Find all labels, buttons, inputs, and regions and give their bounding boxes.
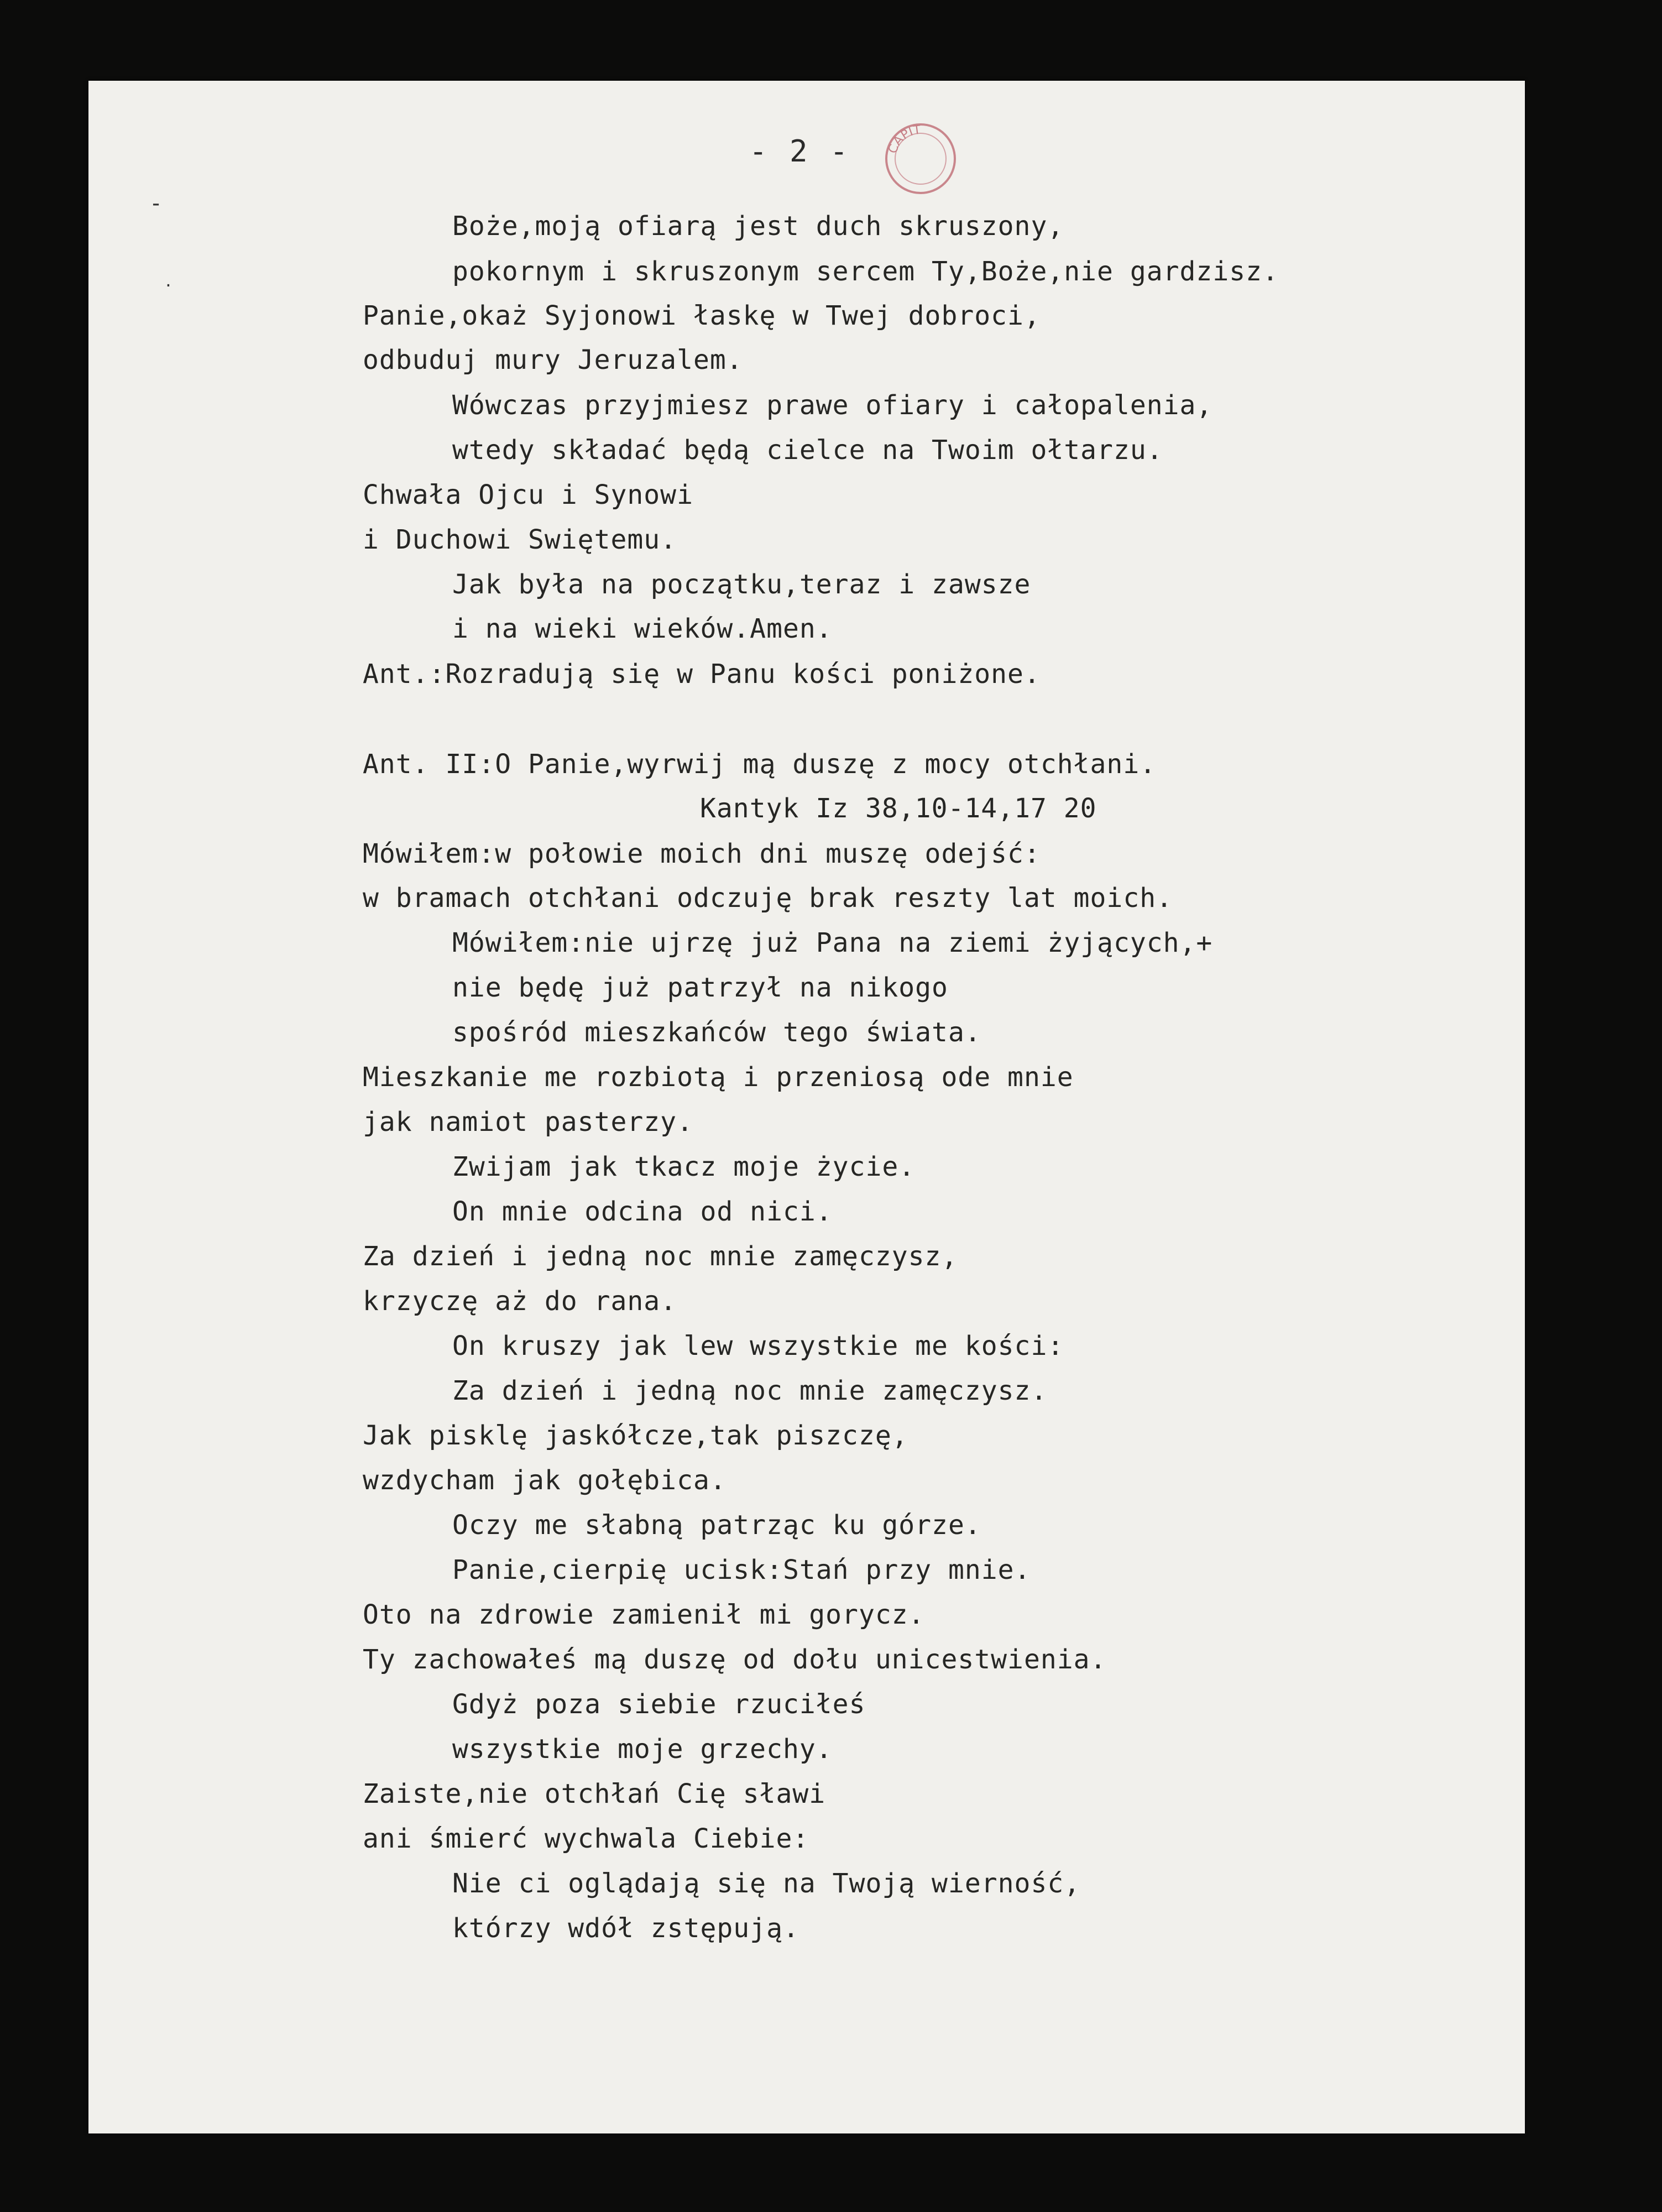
text-line: On kruszy jak lew wszystkie me kości: xyxy=(452,1331,1064,1361)
text-line: jak namiot pasterzy. xyxy=(363,1107,693,1138)
text-line: Wówczas przyjmiesz prawe ofiary i całopalenia, xyxy=(452,390,1213,421)
text-line: nie będę już patrzył na nikogo xyxy=(452,972,948,1003)
text-line: którzy wdół zstępują. xyxy=(452,1913,799,1944)
text-line: wszystkie moje grzechy. xyxy=(452,1734,833,1765)
svg-text:CAPIT: CAPIT xyxy=(886,123,922,155)
text-line: Jak była na początku,teraz i zawsze xyxy=(452,569,1031,600)
text-line: wtedy składać będą cielce na Twoim ołtarzu. xyxy=(452,435,1163,466)
text-line: krzyczę aż do rana. xyxy=(363,1286,677,1317)
text-line: i na wieki wieków.Amen. xyxy=(452,613,833,644)
text-line: Chwała Ojcu i Synowi xyxy=(363,479,693,510)
text-line: odbuduj mury Jeruzalem. xyxy=(363,345,743,375)
text-line: wzdycham jak gołębica. xyxy=(363,1465,727,1496)
canticle-reference: Kantyk Iz 38,10-14,17 20 xyxy=(700,793,1097,824)
text-line: Zwijam jak tkacz moje życie. xyxy=(452,1151,916,1182)
text-line: Mówiłem:w połowie moich dni muszę odejść: xyxy=(363,838,1041,869)
page-number: - 2 - xyxy=(749,134,850,169)
text-line: Zaiste,nie otchłań Cię sławi xyxy=(363,1778,826,1809)
text-line: Oto na zdrowie zamienił mi gorycz. xyxy=(363,1599,925,1630)
text-line: i Duchowi Swiętemu. xyxy=(363,524,677,555)
text-line: Mieszkanie me rozbiotą i przeniosą ode mnie xyxy=(363,1062,1074,1093)
text-line: spośród mieszkańców tego świata. xyxy=(452,1017,981,1048)
text-line: Nie ci oglądają się na Twoją wierność, xyxy=(452,1868,1081,1899)
text-line: pokornym i skruszonym sercem Ty,Boże,nie gardzisz. xyxy=(452,256,1279,287)
text-line: On mnie odcina od nici. xyxy=(452,1196,833,1227)
text-line: w bramach otchłani odczuję brak reszty lat moich. xyxy=(363,883,1173,914)
text-line: Panie,cierpię ucisk:Stań przy mnie. xyxy=(452,1554,1031,1585)
text-line: Oczy me słabną patrząc ku górze. xyxy=(452,1510,981,1541)
text-line: Ant.:Rozradują się w Panu kości poniżone. xyxy=(363,659,1041,690)
text-line: Gdyż poza siebie rzuciłeś xyxy=(452,1689,866,1720)
text-line: ani śmierć wychwala Ciebie: xyxy=(363,1823,809,1854)
text-line: Boże,moją ofiarą jest duch skruszony, xyxy=(452,211,1064,242)
margin-mark: - xyxy=(149,191,163,216)
text-line: Za dzień i jedną noc mnie zamęczysz. xyxy=(452,1375,1048,1406)
text-line: Mówiłem:nie ujrzę już Pana na ziemi żyjących,+ xyxy=(452,927,1213,958)
margin-mark: . xyxy=(164,272,173,290)
text-line: Za dzień i jedną noc mnie zamęczysz, xyxy=(363,1241,958,1272)
text-line: Ty zachowałeś mą duszę od dołu unicestwienia. xyxy=(363,1644,1107,1675)
text-line: Panie,okaż Syjonowi łaskę w Twej dobroci, xyxy=(363,300,1041,331)
text-line: Jak pisklę jaskółcze,tak piszczę, xyxy=(363,1420,908,1451)
antiphon-heading: Ant. II:O Panie,wyrwij mą duszę z mocy otchłani. xyxy=(363,749,1157,780)
